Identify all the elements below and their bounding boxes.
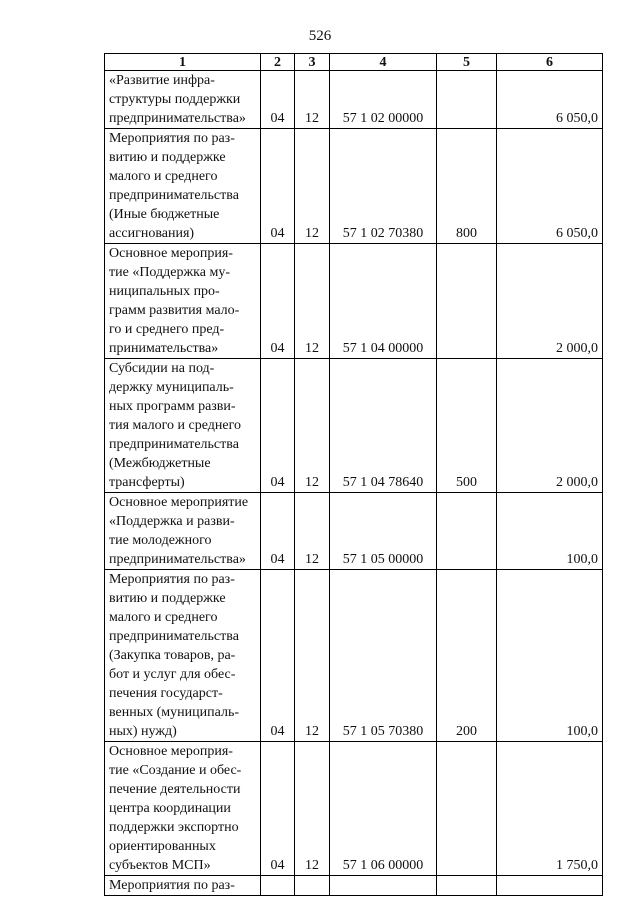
row-name-cell — [105, 71, 261, 129]
budget-table — [104, 53, 603, 896]
row-name-cell — [105, 244, 261, 359]
row-name-cell — [105, 876, 261, 896]
row-target-code-cell: 57 1 02 70380 — [330, 129, 437, 244]
row-target-code-cell — [330, 876, 437, 896]
row-name-line: витию и поддержке — [109, 591, 226, 606]
row-name-line: Субсидии на под- — [109, 361, 215, 376]
row-expense-type-cell — [437, 71, 497, 129]
row-target-code-cell: 57 1 04 78640 — [330, 359, 437, 493]
row-name-line: Основное мероприя- — [109, 744, 233, 759]
row-name-line: бот и услуг для обес- — [109, 667, 236, 682]
row-name-line: тие «Создание и обес- — [109, 763, 242, 778]
row-name-line: го и среднего пред- — [109, 322, 225, 337]
row-name-line: Основное мероприя- — [109, 246, 233, 261]
table-row — [105, 570, 603, 742]
row-target-code-cell: 57 1 02 00000 — [330, 71, 437, 129]
row-section-cell: 04 — [261, 244, 295, 359]
table-row — [105, 129, 603, 244]
header-col-5: 5 — [437, 54, 497, 71]
row-amount-cell: 100,0 — [497, 493, 603, 570]
row-section-cell: 04 — [261, 742, 295, 876]
row-name-line: тие молодежного — [109, 533, 212, 548]
row-name-line: предпринимательства — [109, 188, 239, 203]
row-expense-type-cell — [437, 493, 497, 570]
row-name-line: Мероприятия по раз- — [109, 572, 235, 587]
row-target-code-cell: 57 1 05 70380 — [330, 570, 437, 742]
row-name-line: предпринимательства — [109, 629, 239, 644]
row-subsection-cell: 12 — [295, 129, 330, 244]
row-name-line: принимательства» — [109, 341, 219, 356]
row-name-line: центра координации — [109, 801, 231, 816]
row-name-line: субъектов МСП» — [109, 858, 211, 873]
header-col-4: 4 — [330, 54, 437, 71]
row-expense-type-cell — [437, 742, 497, 876]
row-name-line: предпринимательства — [109, 437, 239, 452]
row-amount-cell — [497, 876, 603, 896]
row-name-line: печения государст- — [109, 686, 223, 701]
row-subsection-cell: 12 — [295, 71, 330, 129]
row-section-cell: 04 — [261, 71, 295, 129]
row-expense-type-cell: 800 — [437, 129, 497, 244]
header-col-2: 2 — [261, 54, 295, 71]
row-name-line: «Поддержка и разви- — [109, 514, 235, 529]
row-amount-cell: 1 750,0 — [497, 742, 603, 876]
row-section-cell: 04 — [261, 493, 295, 570]
row-target-code-cell: 57 1 04 00000 — [330, 244, 437, 359]
row-subsection-cell — [295, 876, 330, 896]
table-row — [105, 876, 603, 896]
row-name-line: Мероприятия по раз- — [109, 131, 235, 146]
row-name-line: предпринимательства» — [109, 552, 246, 567]
row-name-line: ных) нужд) — [109, 724, 177, 739]
row-name-line: венных (муниципаль- — [109, 705, 239, 720]
row-name-line: поддержки экспортно — [109, 820, 239, 835]
row-name-line: тия малого и среднего — [109, 418, 241, 433]
row-name-line: витию и поддержке — [109, 150, 226, 165]
row-expense-type-cell: 500 — [437, 359, 497, 493]
row-name-line: держку муниципаль- — [109, 380, 234, 395]
row-name-cell — [105, 359, 261, 493]
row-name-line: структуры поддержки — [109, 92, 241, 107]
row-amount-cell: 2 000,0 — [497, 359, 603, 493]
row-name-line: грамм развития мало- — [109, 303, 240, 318]
row-amount-cell: 6 050,0 — [497, 129, 603, 244]
row-amount-cell: 6 050,0 — [497, 71, 603, 129]
table-row — [105, 359, 603, 493]
page-number: 526 — [308, 28, 332, 44]
row-subsection-cell: 12 — [295, 493, 330, 570]
row-name-line: (Межбюджетные — [109, 456, 211, 471]
header-row — [105, 54, 603, 71]
row-subsection-cell: 12 — [295, 742, 330, 876]
row-target-code-cell: 57 1 05 00000 — [330, 493, 437, 570]
row-name-line: (Закупка товаров, ра- — [109, 648, 236, 663]
row-subsection-cell: 12 — [295, 570, 330, 742]
row-amount-cell: 2 000,0 — [497, 244, 603, 359]
row-name-line: Мероприятия по раз- — [109, 878, 235, 893]
row-expense-type-cell — [437, 244, 497, 359]
row-name-line: ниципальных про- — [109, 284, 220, 299]
row-name-line: ориентированных — [109, 839, 216, 854]
row-section-cell: 04 — [261, 359, 295, 493]
row-name-line: «Развитие инфра- — [109, 73, 215, 88]
table-row — [105, 244, 603, 359]
row-amount-cell: 100,0 — [497, 570, 603, 742]
row-name-line: тие «Поддержка му- — [109, 265, 230, 280]
row-name-cell — [105, 129, 261, 244]
row-name-line: (Иные бюджетные — [109, 207, 220, 222]
header-col-3: 3 — [295, 54, 330, 71]
table-row — [105, 71, 603, 129]
row-name-line: ных программ разви- — [109, 399, 236, 414]
row-name-line: малого и среднего — [109, 610, 218, 625]
row-name-line: предпринимательства» — [109, 111, 246, 126]
row-target-code-cell: 57 1 06 00000 — [330, 742, 437, 876]
row-section-cell: 04 — [261, 129, 295, 244]
row-name-line: трансферты) — [109, 475, 185, 490]
header-col-6: 6 — [497, 54, 603, 71]
row-name-line: малого и среднего — [109, 169, 218, 184]
table-row — [105, 742, 603, 876]
row-subsection-cell: 12 — [295, 359, 330, 493]
row-expense-type-cell: 200 — [437, 570, 497, 742]
row-name-cell — [105, 570, 261, 742]
row-name-line: Основное мероприятие — [109, 495, 249, 510]
table-row — [105, 493, 603, 570]
row-name-cell — [105, 493, 261, 570]
row-section-cell — [261, 876, 295, 896]
row-subsection-cell: 12 — [295, 244, 330, 359]
table-body — [105, 71, 603, 896]
row-name-line: ассигнования) — [109, 226, 195, 241]
row-name-line: печение деятельности — [109, 782, 241, 797]
row-section-cell: 04 — [261, 570, 295, 742]
header-col-1: 1 — [105, 54, 261, 71]
row-expense-type-cell — [437, 876, 497, 896]
row-name-cell — [105, 742, 261, 876]
